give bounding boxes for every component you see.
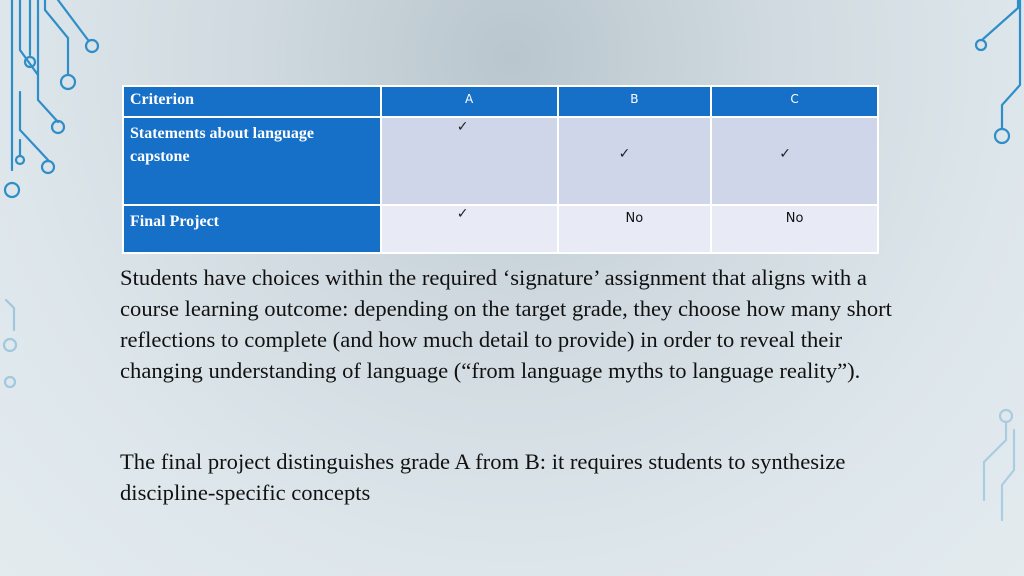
cell-statements-c xyxy=(711,117,878,205)
criterion-header: Criterion xyxy=(123,86,381,117)
grade-b-header: B xyxy=(558,86,712,117)
final-project-paragraph: The final project distinguishes grade A from B: it requires students to synthesize discipline-specific concepts xyxy=(120,449,846,505)
circuit-decoration-left xyxy=(0,0,110,576)
circuit-decoration-right xyxy=(944,0,1024,576)
cell-final-b xyxy=(558,205,712,253)
choices-paragraph: Students have choices within the required ‘signature’ assignment that aligns with a course learning outcome: depending on the target grade, they choose how many short reflections to complete (and how much detail to provide) in order to reveal their changing understanding of language (“from language myths to language reality”). xyxy=(120,265,892,383)
criteria-table xyxy=(122,85,879,254)
cell-final-a xyxy=(381,205,558,253)
checkmark-icon: ✓ xyxy=(618,146,631,162)
table-row xyxy=(123,205,878,253)
grade-c-header: C xyxy=(711,86,878,117)
table-header-row xyxy=(123,86,878,117)
row-label-statements: Statements about language capstone xyxy=(123,117,381,205)
row-label-final-project: Final Project xyxy=(123,205,381,253)
checkmark-icon: ✓ xyxy=(456,206,469,222)
table-row xyxy=(123,117,878,205)
cell-statements-b xyxy=(558,117,712,205)
cell-statements-a xyxy=(381,117,558,205)
final-c-value: No xyxy=(785,211,804,226)
cell-final-c xyxy=(711,205,878,253)
grade-a-header: A xyxy=(381,86,558,117)
checkmark-icon: ✓ xyxy=(456,119,469,135)
checkmark-icon: ✓ xyxy=(779,146,791,162)
final-b-value: No xyxy=(625,211,644,226)
